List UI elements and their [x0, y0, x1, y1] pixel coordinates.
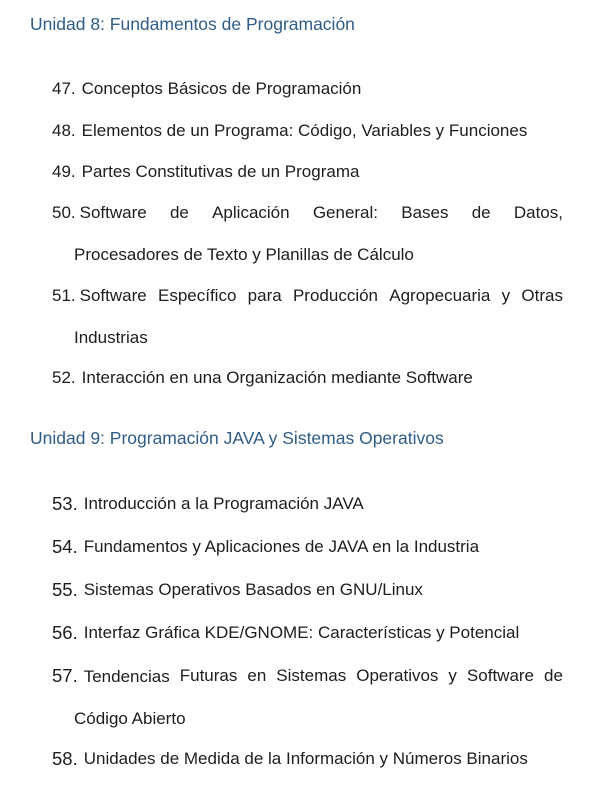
- item-word: y: [448, 666, 457, 685]
- list-item-48: [52, 110, 563, 152]
- item-word: Software: [79, 203, 147, 222]
- item-number: 49.: [52, 162, 76, 181]
- item-number: 57.: [52, 665, 78, 686]
- item-number: 52.: [52, 368, 76, 387]
- item-number: 54.: [52, 536, 78, 557]
- list-item-52: [52, 357, 563, 399]
- item-word: Operativos: [356, 666, 439, 685]
- item-text: Conceptos Básicos de Programación: [81, 79, 362, 98]
- item-line-justified: [52, 192, 563, 234]
- list-item-47: [52, 68, 563, 110]
- item-word: Software: [79, 286, 147, 305]
- item-word: de: [544, 666, 563, 685]
- item-text: Elementos de un Programa: Código, Variables y Funciones: [81, 121, 528, 140]
- item-number: 50.: [52, 203, 76, 222]
- item-word: Específico: [157, 286, 237, 305]
- item-text: Interfaz Gráfica KDE/GNOME: Características y Potencial: [83, 623, 520, 642]
- list-item-51: [52, 275, 563, 358]
- list-item-56: [52, 612, 563, 654]
- item-line-justified: [52, 655, 563, 698]
- item-text: Partes Constitutivas de un Programa: [81, 162, 360, 181]
- item-continuation: Código Abierto: [74, 708, 186, 728]
- item-text: Interacción en una Organización mediante Software: [81, 368, 473, 387]
- item-word: Futuras: [179, 666, 238, 685]
- item-word: Tendencias: [83, 667, 170, 686]
- item-word: Sistemas: [276, 666, 347, 685]
- unit-8-heading: Unidad 8: Fundamentos de Programación: [30, 14, 355, 34]
- list-item-58: [52, 738, 563, 780]
- item-word: y: [501, 286, 511, 305]
- item-word: de: [169, 203, 189, 222]
- item-word: Bases: [401, 203, 449, 222]
- item-number: 47.: [52, 79, 76, 98]
- item-word: en: [247, 666, 267, 685]
- item-number: 58.: [52, 748, 78, 769]
- item-continuation: Industrias: [74, 327, 148, 347]
- item-number: 48.: [52, 121, 76, 140]
- item-word: Datos,: [513, 203, 563, 222]
- list-item-49: [52, 151, 563, 193]
- item-word: Software: [466, 666, 535, 685]
- item-text: Sistemas Operativos Basados en GNU/Linux: [83, 580, 423, 599]
- list-item-53: [52, 483, 563, 525]
- list-item-54: [52, 526, 563, 568]
- item-word: Otras: [521, 286, 563, 305]
- unit-9-heading: Unidad 9: Programación JAVA y Sistemas Operativos: [30, 428, 444, 448]
- item-word: para: [247, 286, 282, 305]
- item-word: Aplicación: [212, 203, 290, 222]
- item-text: Introducción a la Programación JAVA: [83, 494, 364, 513]
- item-line-justified: [52, 275, 563, 317]
- item-word: Agropecuaria: [389, 286, 491, 305]
- item-continuation: Procesadores de Texto y Planillas de Cálculo: [74, 244, 414, 264]
- list-item-55: [52, 569, 563, 611]
- item-word: General:: [312, 203, 379, 222]
- list-item-57: [52, 655, 563, 739]
- item-word: de: [471, 203, 491, 222]
- item-text: Fundamentos y Aplicaciones de JAVA en la Industria: [83, 537, 480, 556]
- item-word: Producción: [292, 286, 379, 305]
- item-number: 53.: [52, 493, 78, 514]
- item-number: 56.: [52, 622, 78, 643]
- item-text: Unidades de Medida de la Información y Números Binarios: [83, 749, 528, 768]
- list-item-50: [52, 192, 563, 275]
- item-number: 51.: [52, 286, 76, 305]
- item-number: 55.: [52, 579, 78, 600]
